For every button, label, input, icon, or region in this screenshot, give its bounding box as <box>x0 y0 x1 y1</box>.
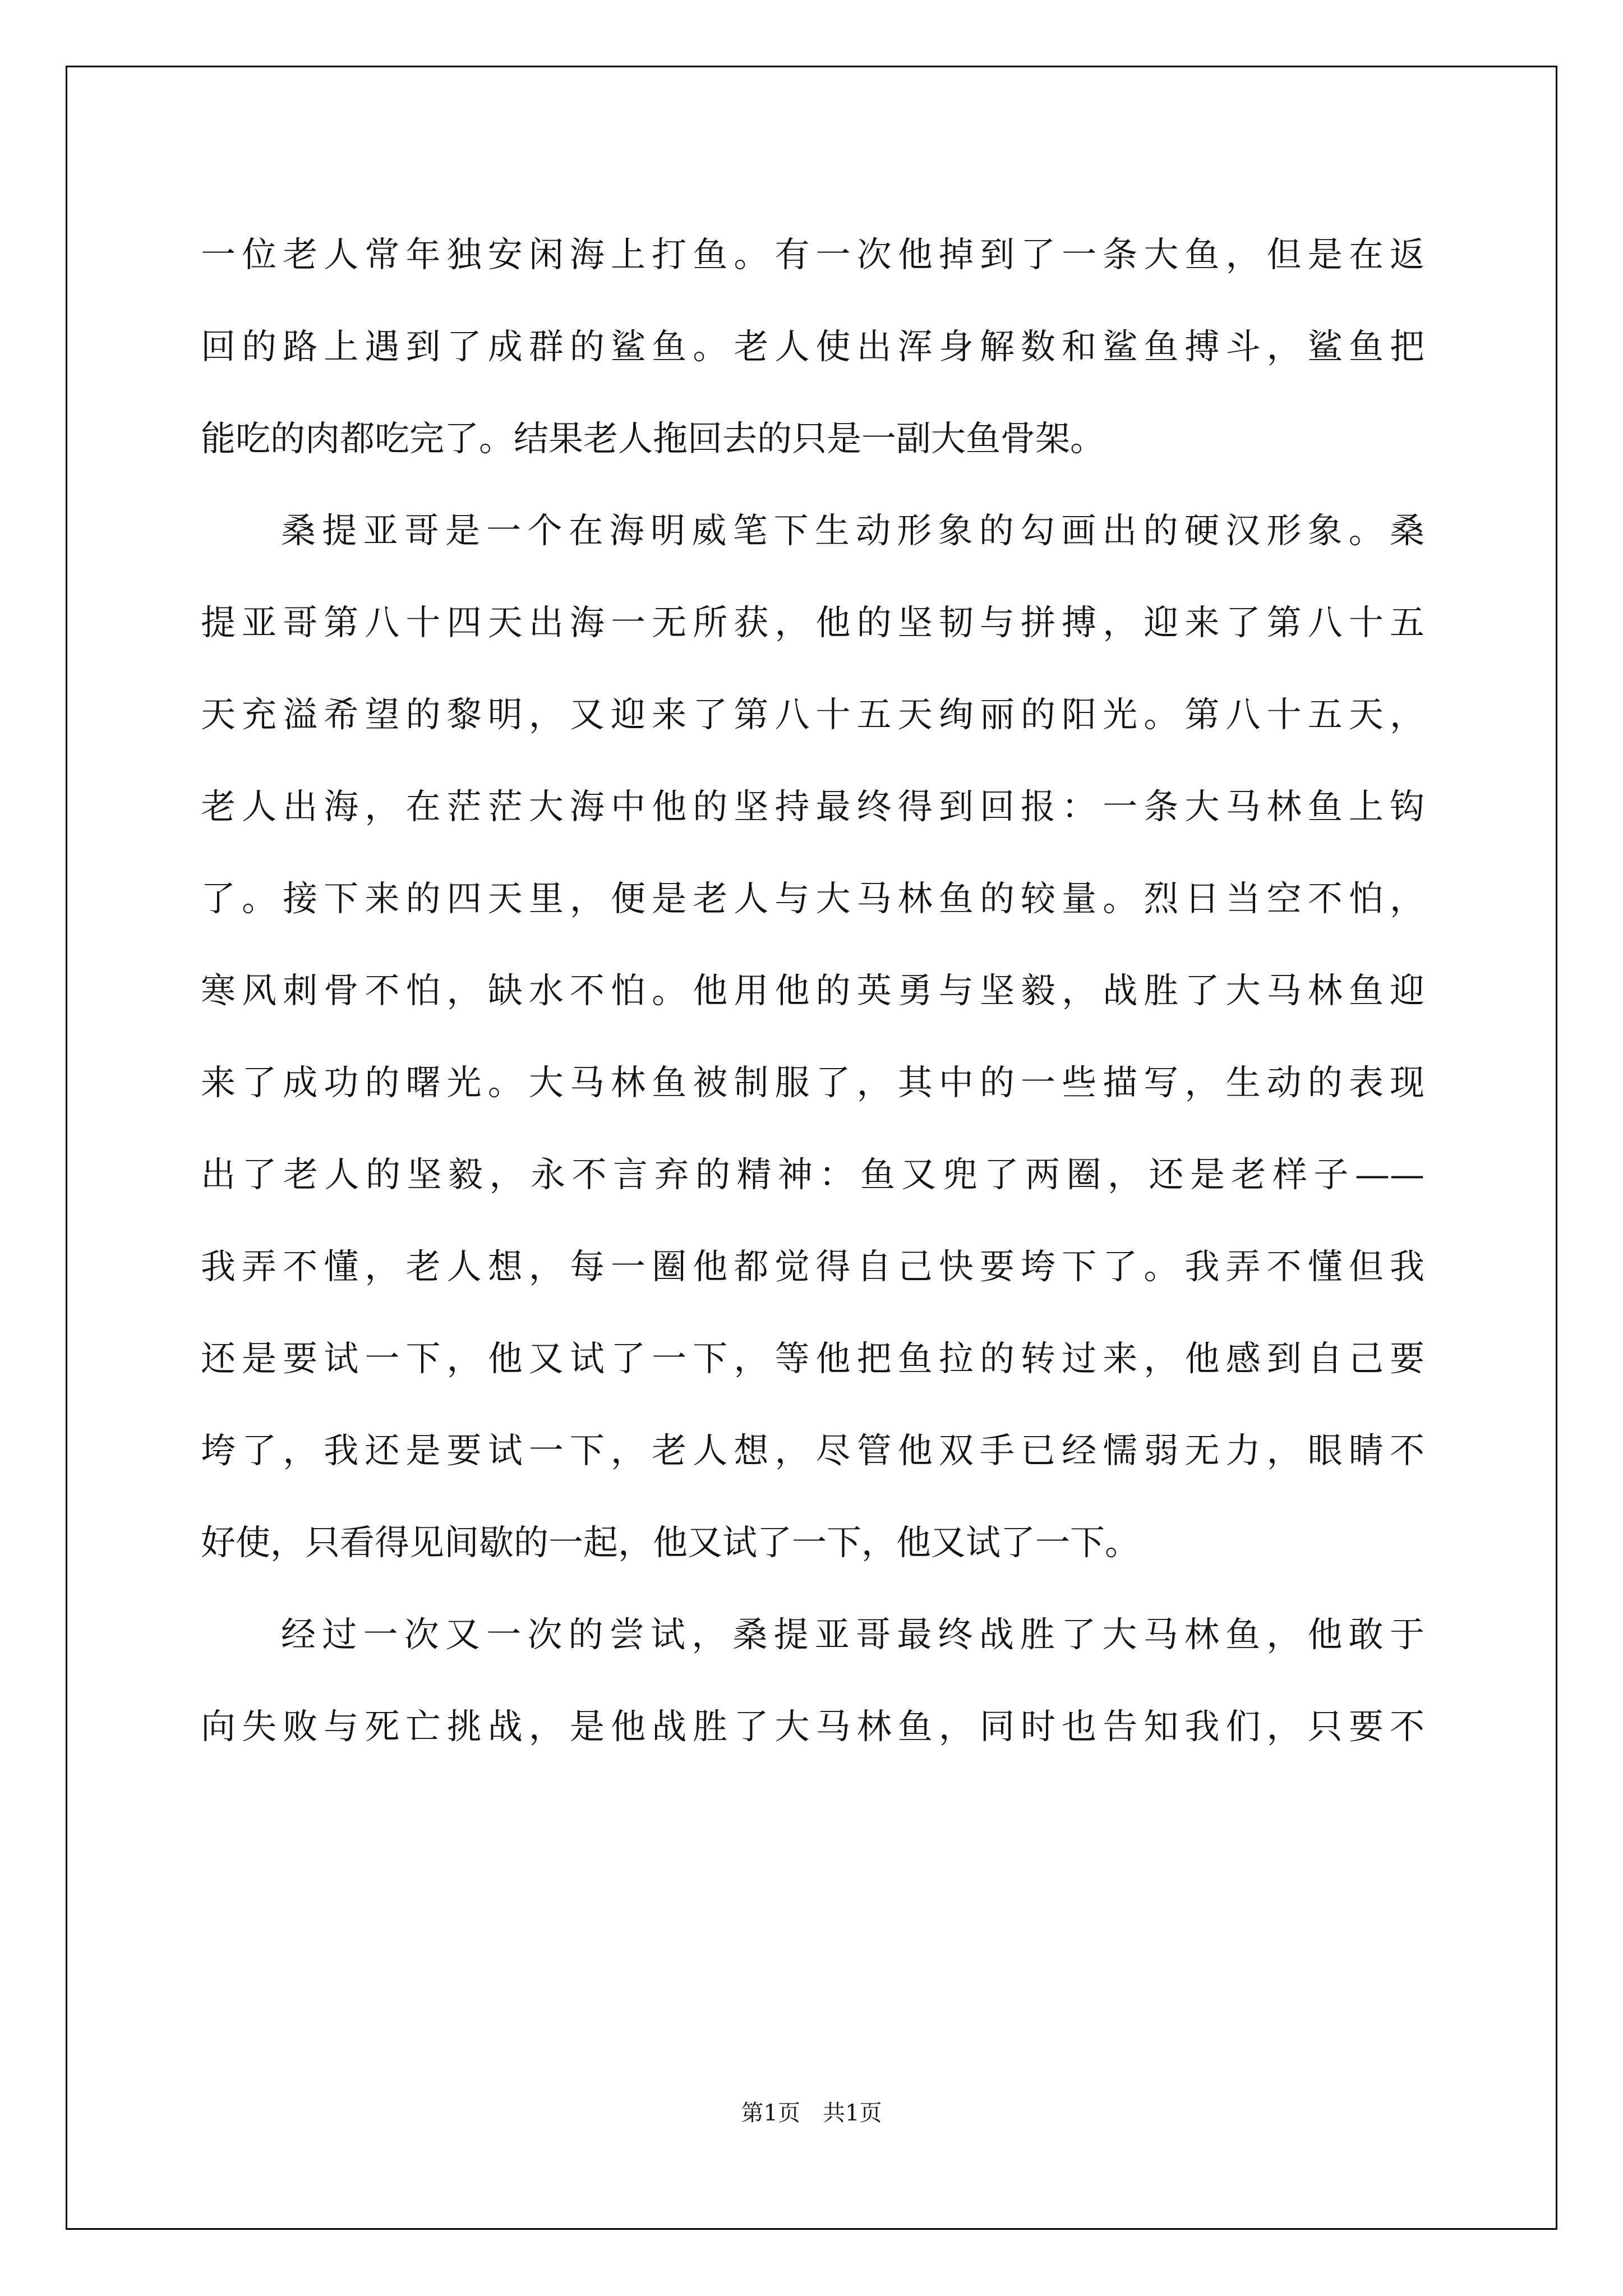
paragraph-2-line-3: 天充溢希望的黎明，又迎来了第八十五天绚丽的阳光。第八十五天， <box>201 694 1424 735</box>
paragraph-2-line-12: 好使，只看得见间歇的一起，他又试了一下，他又试了一下。 <box>201 1522 1140 1563</box>
document-body <box>201 209 1424 1773</box>
page-footer: 第1页 共1页 <box>741 2100 882 2126</box>
paragraph-3-line-1: 经过一次又一次的尝试，桑提亚哥最终战胜了大马林鱼，他敢于 <box>281 1614 1424 1655</box>
paragraph-2-line-9: 我弄不懂，老人想，每一圈他都觉得自己快要垮下了。我弄不懂但我 <box>201 1246 1424 1287</box>
paragraph-2-line-2: 提亚哥第八十四天出海一无所获，他的坚韧与拼搏，迎来了第八十五 <box>201 602 1424 643</box>
paragraph-1-line-3: 能吃的肉都吃完了。结果老人拖回去的只是一副大鱼骨架。 <box>201 418 1105 459</box>
paragraph-2-line-8: 出了老人的坚毅，永不言弃的精神：鱼又兜了两圈，还是老样子—— <box>201 1154 1424 1195</box>
paragraph-2-line-11: 垮了，我还是要试一下，老人想，尽管他双手已经懦弱无力，眼睛不 <box>201 1430 1424 1471</box>
paragraph-2-line-7: 来了成功的曙光。大马林鱼被制服了，其中的一些描写，生动的表现 <box>201 1062 1424 1103</box>
paragraph-2-line-1: 桑提亚哥是一个在海明威笔下生动形象的勾画出的硬汉形象。桑 <box>281 510 1424 551</box>
paragraph-2-line-4: 老人出海，在茫茫大海中他的坚持最终得到回报：一条大马林鱼上钩 <box>201 786 1424 827</box>
paragraph-2-line-10: 还是要试一下，他又试了一下，等他把鱼拉的转过来，他感到自己要 <box>201 1338 1424 1379</box>
paragraph-1-line-1: 一位老人常年独安闲海上打鱼。有一次他掉到了一条大鱼，但是在返 <box>201 234 1424 275</box>
paragraph-2-line-6: 寒风刺骨不怕，缺水不怕。他用他的英勇与坚毅，战胜了大马林鱼迎 <box>201 970 1424 1011</box>
paragraph-1-line-2: 回的路上遇到了成群的鲨鱼。老人使出浑身解数和鲨鱼搏斗，鲨鱼把 <box>201 326 1424 367</box>
paragraph-2-line-5: 了。接下来的四天里，便是老人与大马林鱼的较量。烈日当空不怕， <box>201 878 1424 919</box>
paragraph-3-line-2: 向失败与死亡挑战，是他战胜了大马林鱼，同时也告知我们，只要不 <box>201 1706 1424 1747</box>
